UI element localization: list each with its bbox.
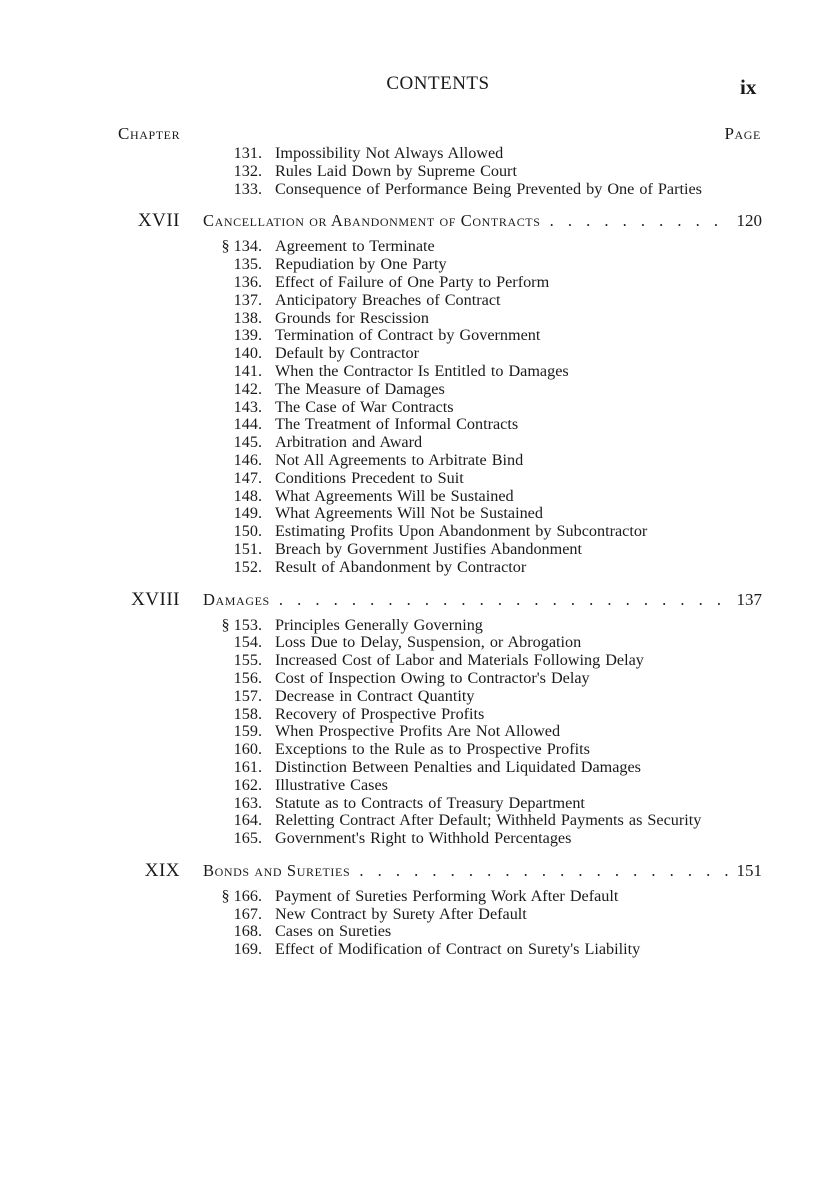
toc-entry	[0, 488, 840, 506]
section-number: 169.	[233, 940, 262, 959]
section-number: 149.	[233, 504, 262, 523]
toc-entry	[0, 670, 840, 688]
chapter-list	[0, 212, 840, 959]
toc-entry	[0, 617, 840, 635]
section-title: Government's Right to Withhold Percentages	[275, 829, 572, 848]
section-number: § 153.	[221, 615, 262, 634]
toc-entry	[0, 634, 840, 652]
toc-entry	[0, 559, 840, 577]
section-title: The Case of War Contracts	[275, 397, 454, 416]
section-title: The Measure of Damages	[275, 379, 445, 398]
page-number: ix	[740, 75, 757, 99]
section-title: Increased Cost of Labor and Materials Following Delay	[275, 651, 644, 670]
section-number: 154.	[233, 633, 262, 652]
toc-entry	[0, 434, 840, 452]
section-number: 143.	[233, 397, 262, 416]
toc-entry	[0, 888, 840, 906]
section-number: 135.	[233, 255, 262, 274]
toc-entry	[0, 688, 840, 706]
section-number: 131.	[233, 144, 262, 162]
toc-entry	[0, 723, 840, 741]
toc-entry	[0, 505, 840, 523]
section-title: Illustrative Cases	[275, 775, 388, 794]
section-number: 152.	[233, 557, 262, 576]
chapter-heading	[0, 588, 840, 613]
section-title: Termination of Contract by Government	[275, 326, 541, 345]
toc-entry	[0, 310, 840, 328]
toc-entry	[0, 181, 840, 199]
toc-entry	[0, 274, 840, 292]
section-title: What Agreements Will Not be Sustained	[275, 504, 543, 523]
section-title: Exceptions to the Rule as to Prospective Profits	[275, 740, 590, 759]
section-number: 147.	[233, 468, 262, 487]
section-title: Statute as to Contracts of Treasury Department	[275, 793, 585, 812]
page-column-header: Page	[724, 124, 761, 143]
toc-entry	[0, 452, 840, 470]
section-number: 159.	[233, 722, 262, 741]
section-number: 164.	[233, 811, 262, 830]
section-title: What Agreements Will be Sustained	[275, 486, 514, 505]
section-title: Cost of Inspection Owing to Contractor's Delay	[275, 668, 590, 687]
toc-entry	[0, 941, 840, 959]
toc-entry	[0, 541, 840, 559]
section-title: Estimating Profits Upon Abandonment by Subcontractor	[275, 522, 648, 541]
section-title: Agreement to Terminate	[275, 237, 435, 256]
section-title: Conditions Precedent to Suit	[275, 468, 464, 487]
section-number: 167.	[233, 904, 262, 923]
section-number: 162.	[233, 775, 262, 794]
section-title: Impossibility Not Always Allowed	[275, 144, 504, 162]
section-title: Grounds for Rescission	[275, 308, 429, 327]
section-title: New Contract by Surety After Default	[275, 904, 527, 923]
section-number: § 166.	[221, 886, 262, 905]
toc-entry	[0, 923, 840, 941]
section-number: 137.	[233, 290, 262, 309]
section-title: Arbitration and Award	[275, 433, 423, 452]
section-title: Principles Generally Governing	[275, 615, 483, 634]
section-title: Loss Due to Delay, Suspension, or Abrogation	[275, 633, 582, 652]
chapter-title: Bonds and Sureties . . .	[203, 862, 732, 880]
toc-entry	[0, 777, 840, 795]
section-number: 139.	[233, 326, 262, 345]
section-title: Effect of Modification of Contract on Surety's Liability	[275, 940, 641, 959]
toc-entry	[0, 906, 840, 924]
section-number: 158.	[233, 704, 262, 723]
section-number: 142.	[233, 379, 262, 398]
chapter-numeral: XIX	[144, 859, 180, 881]
section-number: 157.	[233, 686, 262, 705]
section-number: 165.	[233, 829, 262, 848]
toc-entry	[0, 256, 840, 274]
section-number: 141.	[233, 361, 262, 380]
chapter-heading	[0, 859, 840, 884]
toc-entry	[0, 399, 840, 417]
section-number: 161.	[233, 757, 262, 776]
section-title: Decrease in Contract Quantity	[275, 686, 475, 705]
toc-entry	[0, 327, 840, 345]
toc-entry	[0, 706, 840, 724]
chapter-title: Cancellation or Abandonment of Contracts . . .	[203, 212, 732, 230]
section-title: Breach by Government Justifies Abandonment	[275, 539, 583, 558]
toc-entry	[0, 381, 840, 399]
toc-entry	[0, 652, 840, 670]
toc-entry	[0, 163, 840, 181]
toc-entry	[0, 759, 840, 777]
section-number: 148.	[233, 486, 262, 505]
section-number: 133.	[233, 179, 262, 198]
toc-entry	[0, 830, 840, 848]
toc-entry	[0, 292, 840, 310]
chapter-numeral: XVII	[137, 210, 180, 232]
section-number: 160.	[233, 740, 262, 759]
section-title: Consequence of Performance Being Prevented by One of Parties	[275, 179, 702, 198]
section-number: 145.	[233, 433, 262, 452]
toc-entry	[0, 741, 840, 759]
section-title: Cases on Sureties	[275, 922, 392, 941]
section-title: The Treatment of Informal Contracts	[275, 415, 519, 434]
section-title: Effect of Failure of One Party to Perform	[275, 272, 550, 291]
section-number: 151.	[233, 539, 262, 558]
section-number: 156.	[233, 668, 262, 687]
toc-entry	[0, 363, 840, 381]
section-number: 138.	[233, 308, 262, 327]
section-title: Distinction Between Penalties and Liquidated Damages	[275, 757, 641, 776]
section-title: Reletting Contract After Default; Withheld Payments as Security	[275, 811, 702, 830]
toc-body	[0, 145, 840, 959]
toc-entry	[0, 523, 840, 541]
chapter-heading	[0, 212, 840, 234]
toc-entry	[0, 795, 840, 813]
chapter-page-number: 151	[736, 860, 762, 880]
section-number: 136.	[233, 272, 262, 291]
section-number: § 134.	[221, 237, 262, 256]
section-title: Anticipatory Breaches of Contract	[275, 290, 501, 309]
section-number: 132.	[233, 161, 262, 180]
toc-entry	[0, 812, 840, 830]
toc-entry	[0, 145, 840, 163]
toc-entry	[0, 470, 840, 488]
section-title: Payment of Sureties Performing Work After Default	[275, 886, 619, 905]
section-title: Repudiation by One Party	[275, 255, 447, 274]
section-title: Not All Agreements to Arbitrate Bind	[275, 450, 524, 469]
section-number: 155.	[233, 651, 262, 670]
initial-section-list	[0, 145, 840, 198]
section-number: 146.	[233, 450, 262, 469]
chapter-page-number: 120	[736, 211, 762, 231]
chapter-page-number: 137	[736, 589, 762, 609]
section-number: 150.	[233, 522, 262, 541]
toc-entry	[0, 238, 840, 256]
toc-entry	[0, 416, 840, 434]
chapter-numeral: XVIII	[131, 588, 180, 610]
section-number: 144.	[233, 415, 262, 434]
toc-entry	[0, 345, 840, 363]
section-title: Result of Abandonment by Contractor	[275, 557, 527, 576]
section-number: 168.	[233, 922, 262, 941]
chapter-title: Damages . . .	[203, 591, 732, 609]
section-number: 163.	[233, 793, 262, 812]
section-title: Rules Laid Down by Supreme Court	[275, 161, 517, 180]
page-title: CONTENTS	[386, 73, 490, 94]
section-title: Recovery of Prospective Profits	[275, 704, 485, 723]
section-number: 140.	[233, 344, 262, 363]
section-title: When Prospective Profits Are Not Allowed	[275, 722, 561, 741]
chapter-column-header: Chapter	[118, 124, 181, 143]
section-title: When the Contractor Is Entitled to Damages	[275, 361, 569, 380]
section-title: Default by Contractor	[275, 344, 420, 363]
